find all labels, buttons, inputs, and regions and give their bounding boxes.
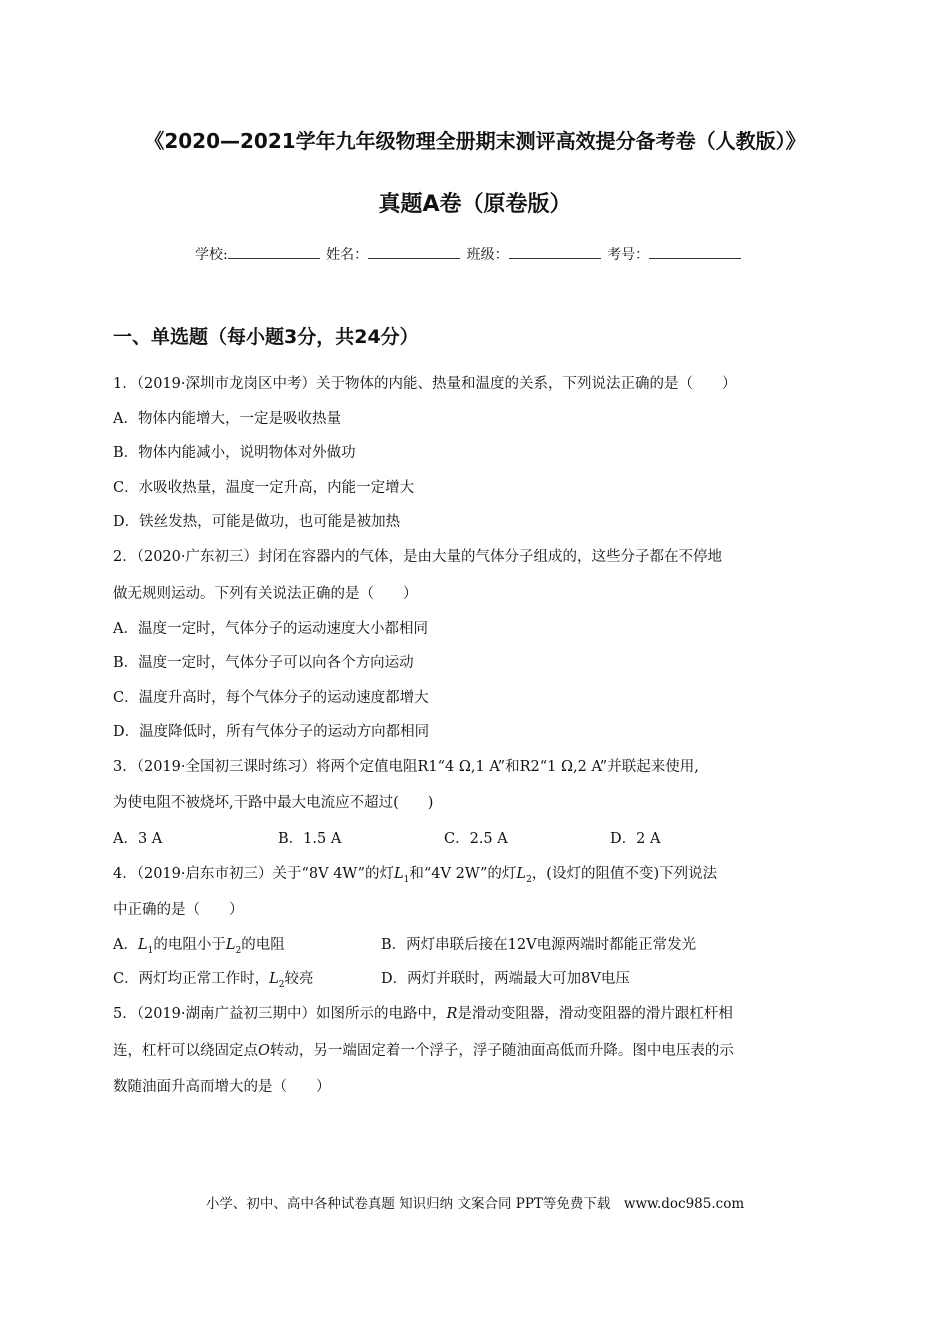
q5-line1-post: 是滑动变阻器，滑动变阻器的滑片跟杠杆相 <box>457 1006 733 1022</box>
question-3-option-c: C．2.5 A <box>444 831 508 847</box>
question-1-option-c: C．水吸收热量，温度一定升高，内能一定增大 <box>113 480 415 496</box>
q4-var-l1: L <box>394 866 404 882</box>
question-2-option-a: A．温度一定时，气体分子的运动速度大小都相同 <box>113 621 428 637</box>
page-subtitle: 真题A卷（原卷版） <box>378 192 572 217</box>
question-1-option-b: B．物体内能减小，说明物体对外做功 <box>113 445 356 461</box>
q4-stem-mid: 和“4V 2W”的灯 <box>409 866 517 882</box>
question-5-line3: 数随油面升高而增大的是（ ） <box>113 1079 331 1095</box>
question-4-stem-line1 <box>113 864 717 890</box>
question-1-option-a: A．物体内能增大，一定是吸收热量 <box>113 411 341 427</box>
q5-line1-pre: 5．（2019·湖南广益初三期中）如图所示的电路中， <box>113 1006 447 1022</box>
q4-sub1: 1 <box>403 874 410 885</box>
school-blank[interactable] <box>228 244 320 259</box>
question-4-option-c <box>113 969 313 995</box>
q4-a-sub1: 1 <box>147 945 154 956</box>
page-footer: 小学、初中、高中各种试卷真题 知识归纳 文案合同 PPT等免费下载 www.doc985.com <box>205 1196 745 1212</box>
question-4-option-a <box>113 935 285 961</box>
question-2-stem-line2: 做无规则运动。下列有关说法正确的是（ ） <box>113 586 418 602</box>
question-3-option-d: D．2 A <box>610 831 661 847</box>
name-blank[interactable] <box>368 244 460 259</box>
question-4-option-b: B．两灯串联后接在12V电源两端时都能正常发光 <box>381 937 697 953</box>
question-3-option-a: A．3 A <box>113 831 163 847</box>
q5-line2-pre: 连，杠杆可以绕固定点 <box>113 1043 258 1059</box>
q4-stem-pre: 4．（2019·启东市初三）关于“8V 4W”的灯 <box>113 866 395 882</box>
q5-line2-post: 转动，另一端固定着一个浮子，浮子随油面高低而升降。图中电压表的示 <box>269 1043 734 1059</box>
q4-sub2: 2 <box>526 874 532 885</box>
q4-a-sub2: 2 <box>235 945 242 956</box>
question-3-option-b: B．1.5 A <box>278 831 342 847</box>
q4-c-post: 较亮 <box>284 971 314 987</box>
q4-a-var-l2: L <box>225 937 236 953</box>
question-4-stem-line2: 中正确的是（ ） <box>113 902 244 918</box>
q4-a-mid: 的电阻小于 <box>153 937 226 953</box>
number-blank[interactable] <box>649 244 741 259</box>
section-heading: 一、单选题（每小题3分，共24分） <box>113 326 419 348</box>
name-label: 姓名： <box>326 247 369 263</box>
question-2-option-c: C．温度升高时，每个气体分子的运动速度都增大 <box>113 690 429 706</box>
q5-var-o: O <box>258 1043 270 1059</box>
q4-c-var-l2: L <box>269 971 279 987</box>
class-label: 班级： <box>466 247 509 263</box>
question-2-option-d: D．温度降低时，所有气体分子的运动方向都相同 <box>113 724 430 740</box>
number-label: 考号： <box>607 247 650 263</box>
q4-a-label: A． <box>113 937 138 953</box>
question-3-stem-line2: 为使电阻不被烧坏,干路中最大电流应不超过( ) <box>113 795 434 811</box>
class-blank[interactable] <box>509 244 601 259</box>
q4-a-post: 的电阻 <box>241 937 285 953</box>
q4-var-l2: L <box>516 866 527 882</box>
question-3-stem-line1: 3．（2019·全国初三课时练习）将两个定值电阻R1“4 Ω,1 A”和R2“1 Ω,2 A”并联起来使用, <box>113 759 699 775</box>
q5-var-r: R <box>446 1006 458 1022</box>
student-info-row <box>195 244 743 264</box>
school-label: 学校: <box>195 247 228 263</box>
question-1-option-d: D．铁丝发热，可能是做功，也可能是被加热 <box>113 514 401 530</box>
q4-c-sub2: 2 <box>278 979 285 990</box>
page-title: 《2020—2021学年九年级物理全册期末测评高效提分备考卷（人教版）》 <box>144 129 806 153</box>
question-5-line2 <box>113 1041 734 1061</box>
q4-a-var-l1: L <box>137 937 148 953</box>
question-4-option-d: D．两灯并联时，两端最大可加8V电压 <box>381 971 630 987</box>
q4-stem-post: ，(设灯的阻值不变)下列说法 <box>531 866 718 882</box>
question-1-stem: 1．（2019·深圳市龙岗区中考）关于物体的内能、热量和温度的关系，下列说法正确的是（ ） <box>113 376 737 392</box>
q4-c-pre: C．两灯均正常工作时， <box>113 971 270 987</box>
question-5-line1 <box>113 1004 733 1024</box>
question-2-option-b: B．温度一定时，气体分子可以向各个方向运动 <box>113 655 414 671</box>
question-2-stem-line1: 2．（2020·广东初三）封闭在容器内的气体，是由大量的气体分子组成的，这些分子都在不停地 <box>113 549 722 565</box>
